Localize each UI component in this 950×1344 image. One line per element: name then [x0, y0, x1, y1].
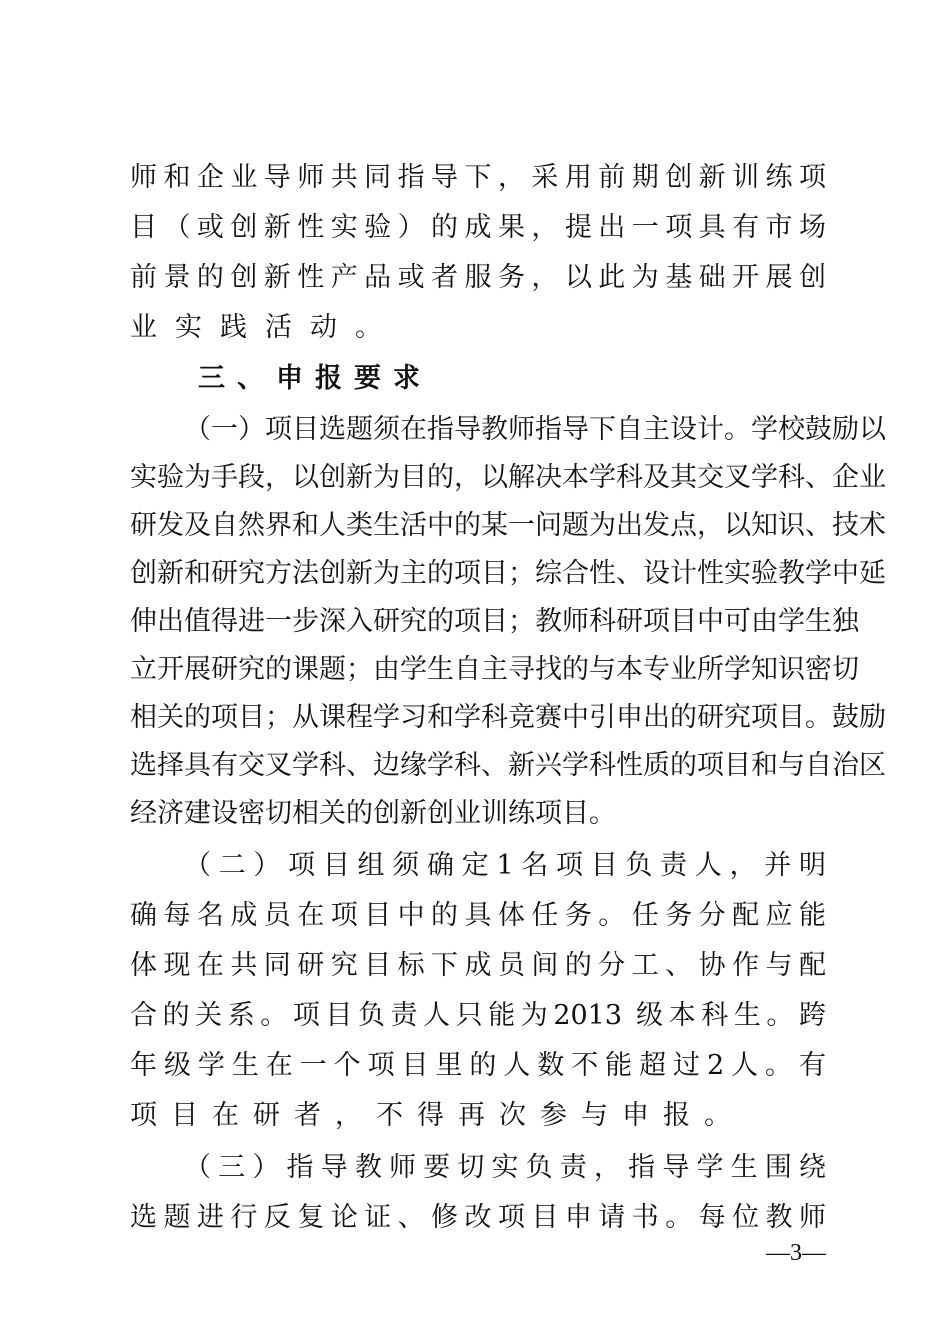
- paragraph2-line-5: 年级学生在一个项目里的人数不能超过2人。有: [130, 1050, 826, 1081]
- paragraph2-line-2: 确每名成员在项目中的具体任务。任务分配应能: [130, 900, 826, 931]
- page-number: —3—: [766, 1240, 826, 1266]
- paragraph1-line-4: 创新和研究方法创新为主的项目；综合性、设计性实验教学中延: [130, 558, 886, 589]
- paragraph3-line-1: （三）指导教师要切实负责，指导学生围绕: [184, 1152, 826, 1183]
- paragraph1-line-8: 选择具有交叉学科、边缘学科、新兴学科性质的项目和与自治区: [130, 750, 886, 781]
- paragraph1-line-9: 经济建设密切相关的创新创业训练项目。: [130, 798, 616, 829]
- paragraph2-line-1: （二）项目组须确定1名项目负责人，并明: [184, 850, 826, 881]
- intro-line-3: 前景的创新性产品或者服务，以此为基础开展创: [130, 262, 826, 293]
- paragraph1-line-5: 伸出值得进一步深入研究的项目；教师科研项目中可由学生独: [130, 606, 859, 637]
- paragraph2-line-4: 合的关系。项目负责人只能为2013 级本科生。跨: [130, 1000, 826, 1031]
- intro-line-2: 目（或创新性实验）的成果，提出一项具有市场: [130, 212, 826, 243]
- paragraph1-line-3: 研发及自然界和人类生活中的某一问题为出发点，以知识、技术: [130, 510, 886, 541]
- paragraph1-line-1: （一）项目选题须在指导教师指导下自主设计。学校鼓励以: [184, 414, 886, 445]
- paragraph1-line-7: 相关的项目；从课程学习和学科竞赛中引申出的研究项目。鼓励: [130, 702, 886, 733]
- section-heading: 三、申报要求: [198, 363, 432, 394]
- paragraph1-line-6: 立开展研究的课题；由学生自主寻找的与本专业所学知识密切: [130, 654, 859, 685]
- intro-line-4: 业实践活动。: [130, 312, 400, 343]
- paragraph2-line-6: 项目在研者，不得再次参与申报。: [130, 1100, 745, 1131]
- paragraph1-line-2: 实验为手段，以创新为目的，以解决本学科及其交叉学科、企业: [130, 462, 886, 493]
- paragraph2-line-3: 体现在共同研究目标下成员间的分工、协作与配: [130, 950, 826, 981]
- paragraph3-line-2: 选题进行反复论证、修改项目申请书。每位教师: [130, 1202, 826, 1233]
- intro-line-1: 师和企业导师共同指导下，采用前期创新训练项: [130, 162, 826, 193]
